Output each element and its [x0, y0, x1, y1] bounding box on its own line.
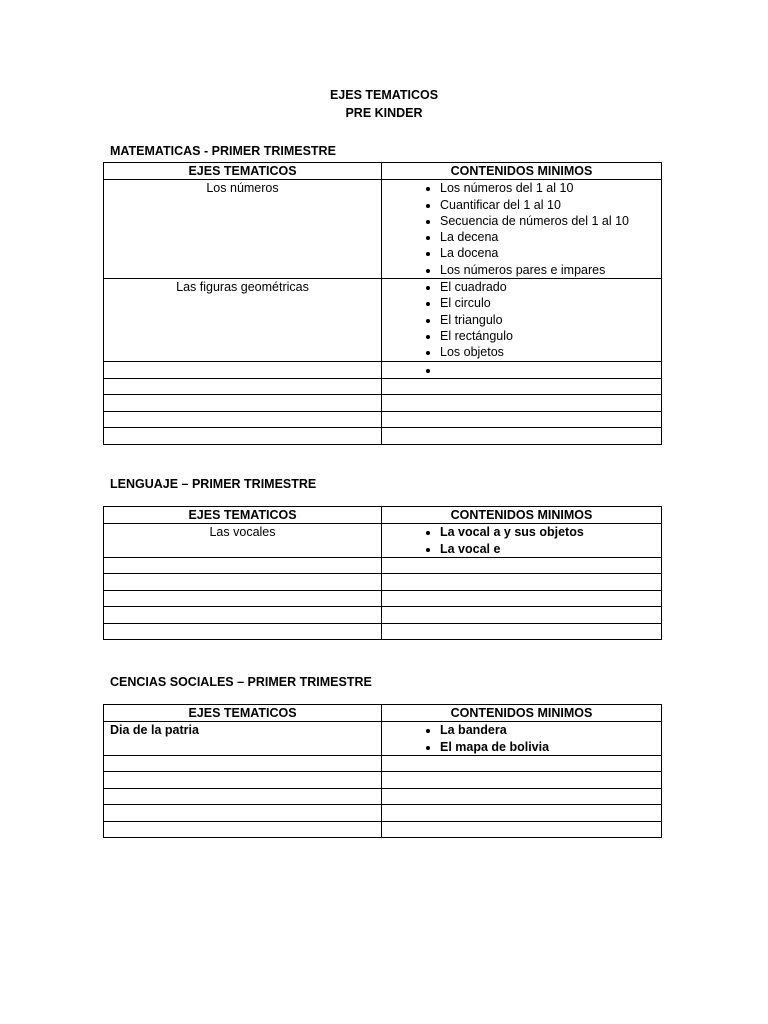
list-item: • Los objetos: [440, 344, 655, 360]
contenidos-cell: [382, 722, 662, 756]
empty-cell: [104, 755, 382, 772]
table-row-empty: [104, 557, 662, 574]
eje-cell: Las vocales: [104, 524, 382, 558]
empty-cell: [382, 395, 662, 412]
empty-cell: [382, 623, 662, 640]
empty-cell: [104, 361, 382, 378]
table-row-empty: [104, 607, 662, 624]
contenidos-cell: [382, 524, 662, 558]
empty-cell: [104, 821, 382, 838]
empty-cell: [382, 755, 662, 772]
contenidos-list: [388, 180, 655, 278]
empty-cell: [104, 428, 382, 445]
empty-cell: [104, 574, 382, 591]
empty-cell: [104, 395, 382, 412]
table-row-empty: [104, 361, 662, 378]
eje-cell: Las figuras geométricas: [104, 279, 382, 361]
list-item: • La vocal a y sus objetos: [440, 524, 655, 540]
table-row-empty: [104, 821, 662, 838]
table-row-empty: [104, 411, 662, 428]
list-item: • Secuencia de números del 1 al 10: [440, 213, 655, 229]
empty-cell: [104, 805, 382, 822]
empty-cell: [382, 378, 662, 395]
table-row-empty: [104, 395, 662, 412]
table-row-empty: [104, 574, 662, 591]
table-matematicas: [103, 162, 662, 445]
table-row: [104, 180, 662, 279]
table-row-empty: [104, 805, 662, 822]
empty-cell: [382, 574, 662, 591]
empty-cell: [104, 788, 382, 805]
table-row-empty: [104, 590, 662, 607]
list-item: • El circulo: [440, 295, 655, 311]
table-row-empty: [104, 378, 662, 395]
table-row-empty: [104, 788, 662, 805]
eje-cell: Los números: [104, 180, 382, 279]
list-item: • El cuadrado: [440, 279, 655, 295]
empty-cell: [104, 378, 382, 395]
table-row-empty: [104, 428, 662, 445]
empty-cell: [382, 590, 662, 607]
empty-cell: [382, 821, 662, 838]
contenidos-list: [388, 524, 655, 557]
table-row-empty: [104, 755, 662, 772]
list-item: • Los números pares e impares: [440, 262, 655, 278]
section-heading-ciencias-sociales: CENCIAS SOCIALES – PRIMER TRIMESTRE: [110, 675, 372, 689]
empty-cell: [104, 411, 382, 428]
list-item: • El triangulo: [440, 312, 655, 328]
header-ejes: EJES TEMATICOS: [104, 163, 382, 180]
empty-bullet-cell: [382, 361, 662, 378]
empty-cell: [382, 805, 662, 822]
list-item: • Los números del 1 al 10: [440, 180, 655, 196]
header-contenidos: CONTENIDOS MINIMOS: [382, 705, 662, 722]
contenidos-cell: [382, 279, 662, 361]
document-subtitle: PRE KINDER: [345, 106, 423, 120]
section-heading-matematicas: MATEMATICAS - PRIMER TRIMESTRE: [110, 144, 336, 158]
table-header-row: [104, 163, 662, 180]
empty-cell: [104, 623, 382, 640]
list-item-empty: [440, 362, 655, 378]
contenidos-list: [388, 279, 655, 360]
empty-cell: [382, 607, 662, 624]
empty-cell: [382, 557, 662, 574]
contenidos-cell: [382, 180, 662, 279]
list-item: • La bandera: [440, 722, 655, 738]
empty-cell: [104, 607, 382, 624]
eje-cell: Dia de la patria: [104, 722, 382, 756]
list-item: • El mapa de bolivia: [440, 739, 655, 755]
header-ejes: EJES TEMATICOS: [104, 507, 382, 524]
section-heading-lenguaje: LENGUAJE – PRIMER TRIMESTRE: [110, 477, 317, 491]
empty-cell: [104, 557, 382, 574]
header-contenidos: CONTENIDOS MINIMOS: [382, 163, 662, 180]
table-row: [104, 524, 662, 558]
contenidos-list: [388, 722, 655, 755]
empty-cell: [382, 788, 662, 805]
table-ciencias-sociales: [103, 704, 662, 838]
header-ejes: EJES TEMATICOS: [104, 705, 382, 722]
table-row: [104, 279, 662, 361]
table-row-empty: [104, 623, 662, 640]
list-item: • El rectángulo: [440, 328, 655, 344]
empty-cell: [382, 428, 662, 445]
table-lenguaje: [103, 506, 662, 640]
list-item: • La docena: [440, 245, 655, 261]
table-header-row: [104, 705, 662, 722]
table-header-row: [104, 507, 662, 524]
header-contenidos: CONTENIDOS MINIMOS: [382, 507, 662, 524]
table-row-empty: [104, 772, 662, 789]
empty-cell: [104, 590, 382, 607]
list-item: • La vocal e: [440, 541, 655, 557]
document-title: EJES TEMATICOS: [329, 88, 439, 102]
list-item: • Cuantificar del 1 al 10: [440, 197, 655, 213]
contenidos-list: [388, 362, 655, 378]
empty-cell: [382, 772, 662, 789]
empty-cell: [382, 411, 662, 428]
empty-cell: [104, 772, 382, 789]
list-item: • La decena: [440, 229, 655, 245]
table-row: [104, 722, 662, 756]
